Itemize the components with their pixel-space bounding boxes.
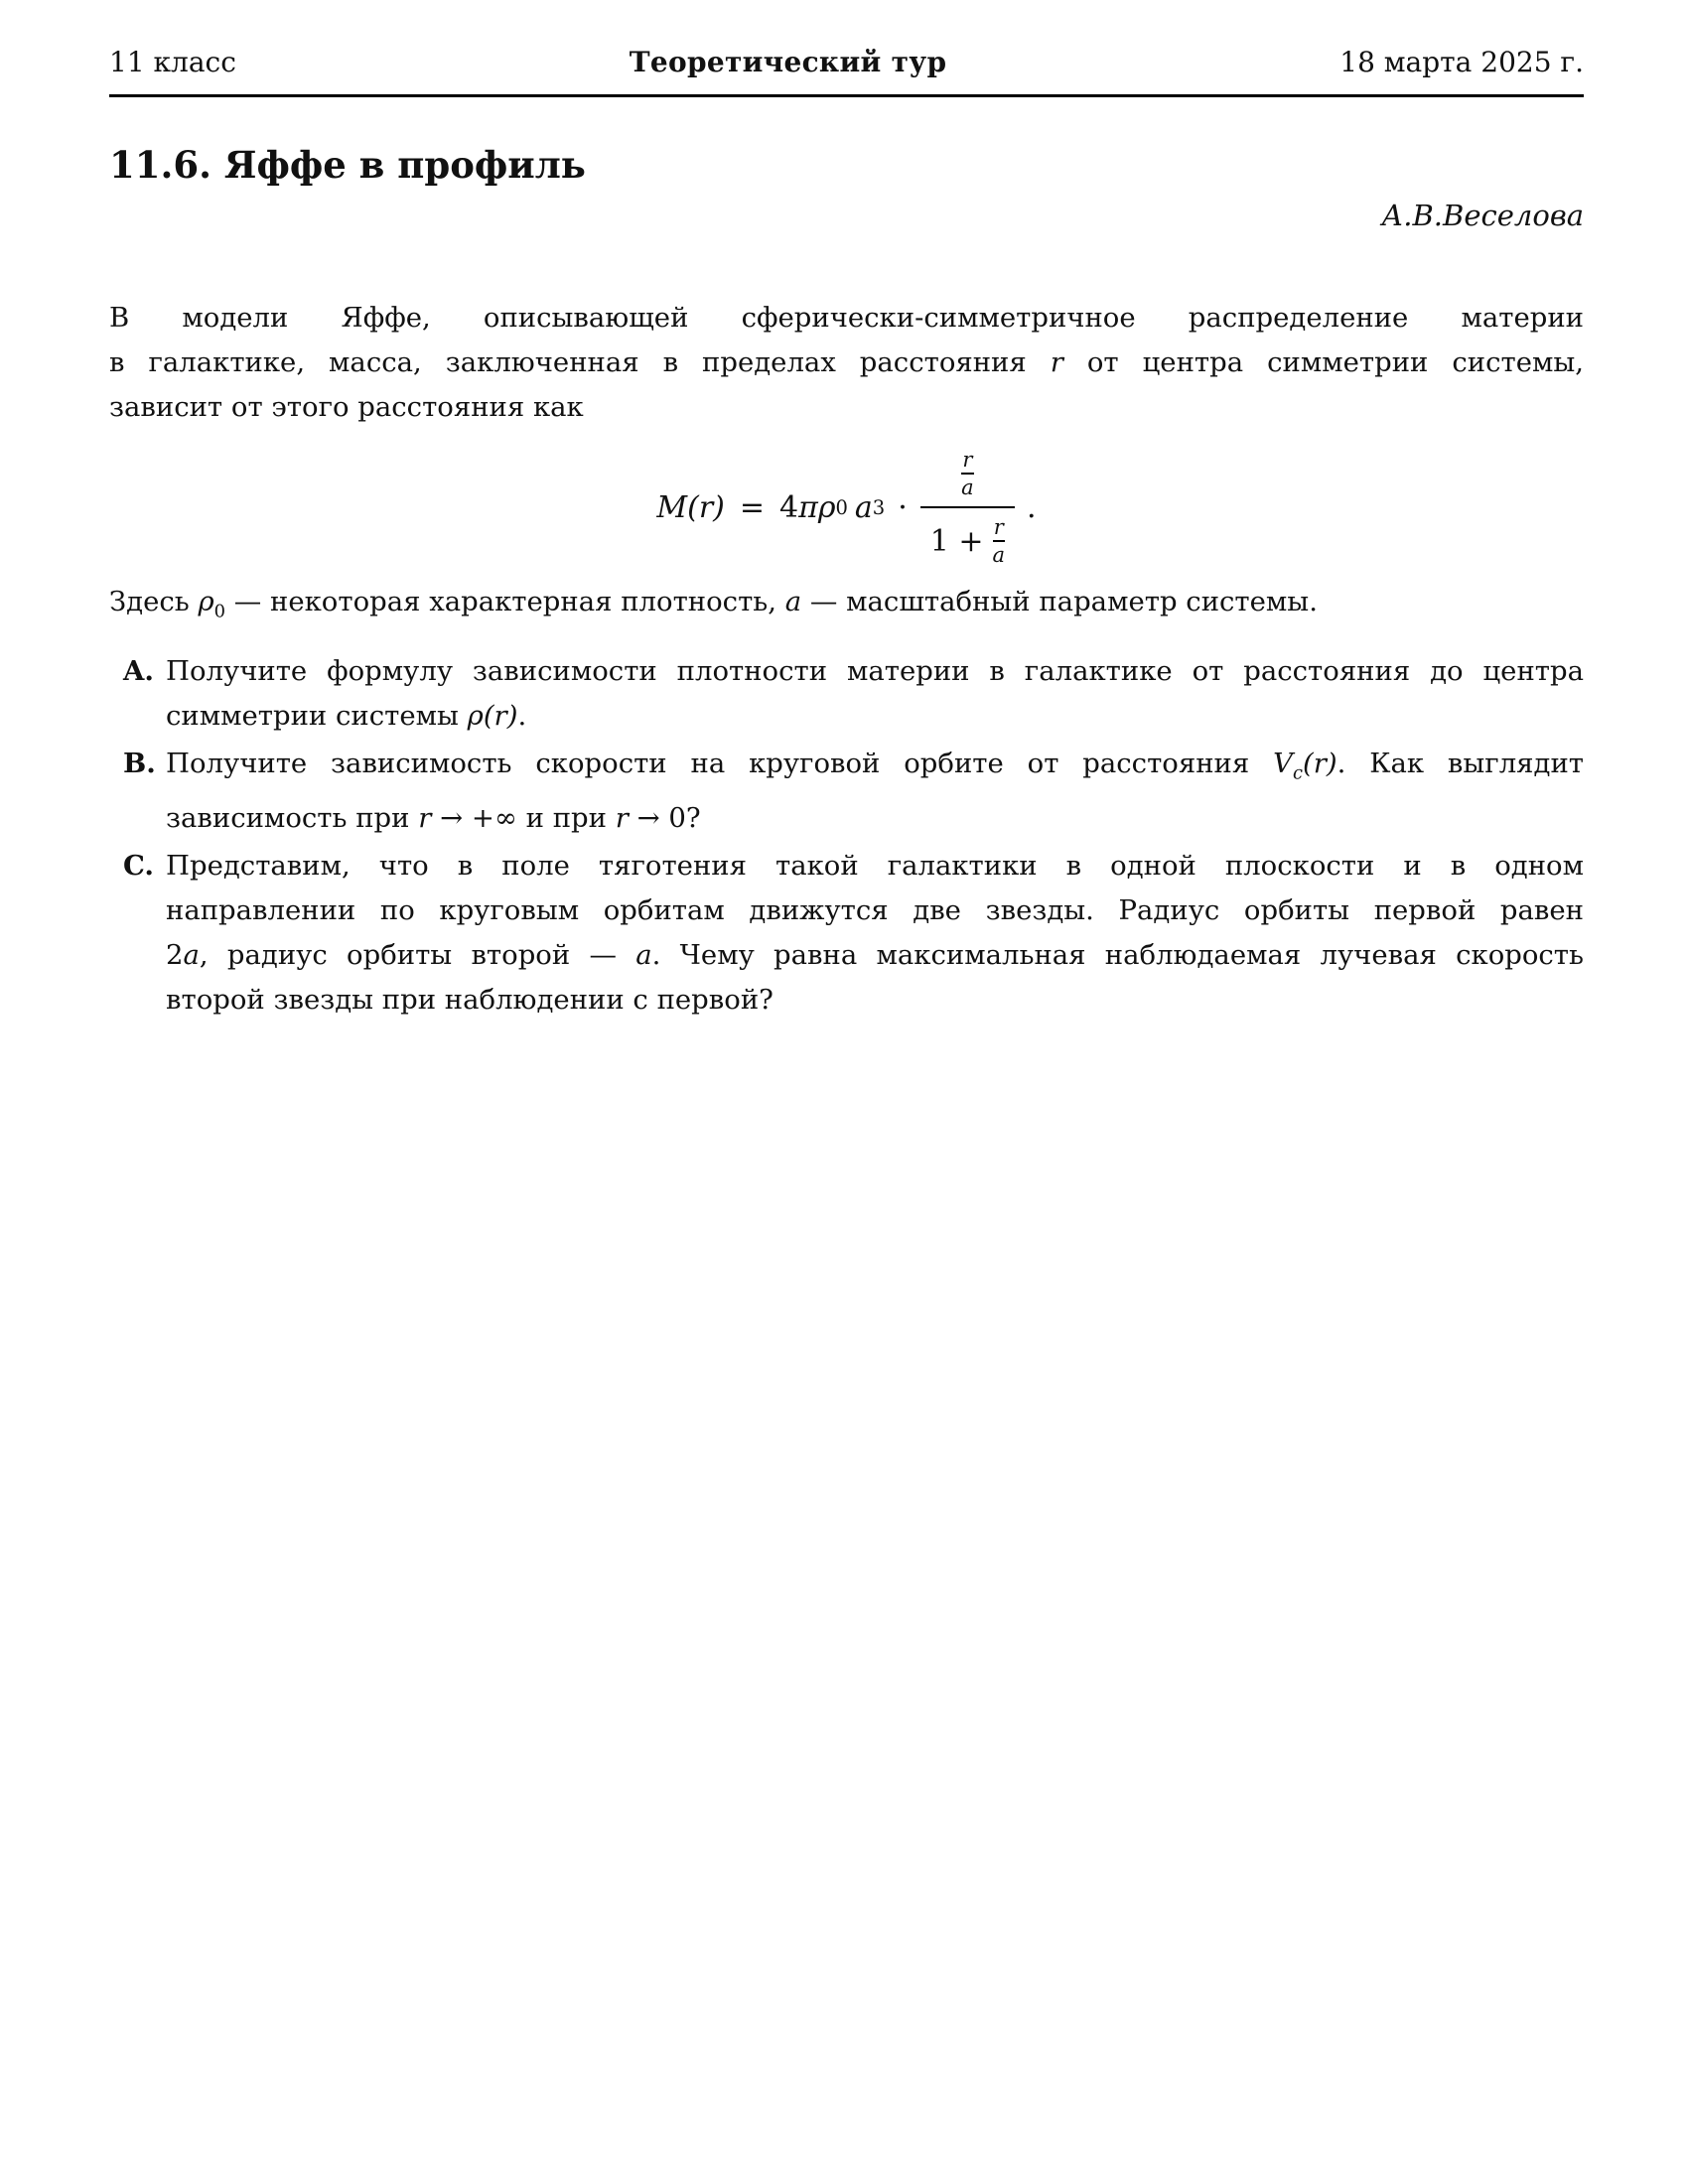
problem-list bbox=[109, 649, 1584, 1023]
header-rule bbox=[109, 94, 1584, 97]
item-c-line-3: 2a, радиус орбиты второй — a. Чему равна максимальная наблюдаемая лучевая скорость bbox=[166, 938, 1584, 971]
intro-line-3: зависит от этого расстояния как bbox=[109, 391, 584, 423]
mass-formula bbox=[109, 448, 1584, 568]
fraction-denominator: 1 + r a bbox=[920, 506, 1015, 567]
problem-item-c bbox=[109, 844, 1584, 1023]
equals-sign: = bbox=[739, 489, 766, 525]
item-label-c: C. bbox=[123, 849, 154, 882]
pi-symbol: π bbox=[798, 489, 818, 525]
problem-item-b bbox=[109, 742, 1584, 841]
rho-symbol: ρ bbox=[817, 489, 836, 525]
rho-symbol: ρ bbox=[198, 585, 214, 617]
problem-item-a bbox=[109, 649, 1584, 739]
math-var-r: r bbox=[418, 801, 432, 834]
parameters-description: Здесь $\rho_0$ — некоторая характерная плотность, a — масштабный параметр системы. bbox=[109, 585, 1318, 622]
limit-infinity: → +∞ bbox=[440, 801, 517, 834]
small-fraction-r-over-a: r a bbox=[961, 448, 974, 500]
a-cubed-exponent: 3 bbox=[872, 495, 886, 519]
header-round-title: Теоретический тур bbox=[629, 46, 947, 78]
item-c-line-4: второй звезды при наблюдении с первой? bbox=[166, 983, 774, 1016]
small-fraction-r-over-a: r a bbox=[992, 515, 1006, 568]
math-var-a: a bbox=[784, 585, 802, 617]
author-name: А.В.Веселова bbox=[1381, 199, 1584, 232]
item-c-line-1: Представим, что в поле тяготения такой галактики в одной плоскости и в одном bbox=[166, 849, 1584, 882]
fraction-bar bbox=[961, 473, 974, 475]
scale-parameter-a: a bbox=[854, 489, 873, 525]
math-var-r: r bbox=[1050, 346, 1063, 378]
outer-fraction bbox=[920, 448, 1015, 568]
multiplication-dot: · bbox=[898, 489, 908, 525]
math-Vc-of-r: V bbox=[1273, 748, 1293, 780]
fraction-numerator bbox=[951, 448, 984, 506]
item-b-line-1: Получите зависимость скорости на круговой орбите от расстояния $V_c(r)$. Как выглядит bbox=[166, 748, 1584, 784]
math-rho-of-r: ρ(r) bbox=[467, 700, 518, 733]
item-a-line-2: симметрии системы ρ(r). bbox=[166, 700, 527, 733]
coefficient-4: 4 bbox=[779, 489, 799, 525]
formula-period: . bbox=[1027, 489, 1037, 525]
item-b-line-2: зависимость при r → +∞ и при r → 0? bbox=[166, 801, 701, 834]
fraction-bar bbox=[993, 540, 1006, 542]
item-label-a: A. bbox=[123, 655, 154, 688]
item-c-line-2: направлении по круговым орбитам движутся две звезды. Радиус орбиты первой равен bbox=[166, 893, 1584, 926]
header-date: 18 марта 2025 г. bbox=[1339, 46, 1584, 78]
rho-subscript: 0 bbox=[213, 601, 226, 622]
problem-title: 11.6. Яффе в профиль bbox=[109, 143, 586, 187]
intro-line-1: В модели Яффе, описывающей сферически-симметричное распределение материи bbox=[109, 302, 1584, 334]
intro-paragraph bbox=[109, 296, 1584, 430]
math-var-a: a bbox=[635, 938, 652, 971]
math-var-r: r bbox=[615, 801, 629, 834]
intro-line-2: в галактике, масса, заключенная в пределах расстояния r от центра симметрии системы, bbox=[109, 346, 1584, 378]
header-class-label: 11 класс bbox=[109, 46, 236, 78]
math-var-2a: a bbox=[183, 938, 200, 971]
rho-subscript: 0 bbox=[835, 495, 848, 519]
limit-zero: → 0? bbox=[636, 801, 701, 834]
page-header bbox=[109, 46, 1584, 78]
item-a-line-1: Получите формулу зависимости плотности материи в галактике от расстояния до центра bbox=[166, 655, 1584, 688]
item-label-b: B. bbox=[123, 748, 156, 780]
formula-lhs: M(r) bbox=[656, 489, 725, 525]
